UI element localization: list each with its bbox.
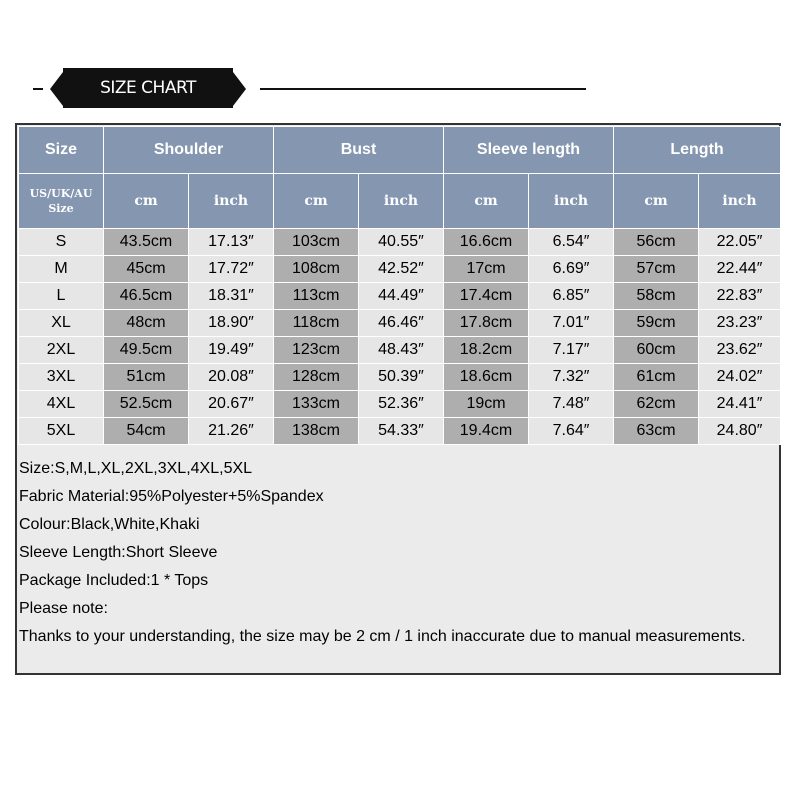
cm-cell: 57cm [614, 256, 699, 283]
unit-inch: inch [359, 174, 444, 229]
size-cell: 4XL [19, 391, 104, 418]
inch-cell: 19.49″ [189, 337, 274, 364]
cm-cell: 43.5cm [104, 229, 189, 256]
col-bust: Bust [274, 127, 444, 174]
banner-dash [33, 88, 43, 90]
note-line: Package Included:1 * Tops [19, 572, 209, 589]
cm-cell: 49.5cm [104, 337, 189, 364]
table-row [19, 364, 781, 391]
col-size: Size [19, 127, 104, 174]
inch-cell: 7.48″ [529, 391, 614, 418]
table-row [19, 391, 781, 418]
inch-cell: 48.43″ [359, 337, 444, 364]
inch-cell: 6.69″ [529, 256, 614, 283]
inch-cell: 20.67″ [189, 391, 274, 418]
inch-cell: 24.02″ [699, 364, 781, 391]
size-cell: XL [19, 310, 104, 337]
banner-rule [260, 88, 586, 90]
cm-cell: 48cm [104, 310, 189, 337]
inch-cell: 24.80″ [699, 418, 781, 445]
unit-cm: cm [274, 174, 359, 229]
size-cell: 3XL [19, 364, 104, 391]
size-chart-banner [0, 66, 800, 112]
col-shoulder: Shoulder [104, 127, 274, 174]
inch-cell: 44.49″ [359, 283, 444, 310]
table-row [19, 310, 781, 337]
inch-cell: 6.54″ [529, 229, 614, 256]
inch-cell: 7.01″ [529, 310, 614, 337]
inch-cell: 17.13″ [189, 229, 274, 256]
inch-cell: 18.90″ [189, 310, 274, 337]
size-table [18, 126, 781, 445]
cm-cell: 118cm [274, 310, 359, 337]
banner-arrow-left [50, 72, 63, 106]
unit-inch: inch [529, 174, 614, 229]
inch-cell: 17.72″ [189, 256, 274, 283]
inch-cell: 24.41″ [699, 391, 781, 418]
cm-cell: 58cm [614, 283, 699, 310]
unit-cm: cm [104, 174, 189, 229]
unit-inch: inch [189, 174, 274, 229]
size-cell: L [19, 283, 104, 310]
inch-cell: 22.44″ [699, 256, 781, 283]
cm-cell: 51cm [104, 364, 189, 391]
product-notes [19, 455, 779, 651]
inch-cell: 7.17″ [529, 337, 614, 364]
cm-cell: 46.5cm [104, 283, 189, 310]
cm-cell: 45cm [104, 256, 189, 283]
cm-cell: 16.6cm [444, 229, 529, 256]
cm-cell: 18.6cm [444, 364, 529, 391]
col-sleeve-length: Sleeve length [444, 127, 614, 174]
size-cell: S [19, 229, 104, 256]
cm-cell: 128cm [274, 364, 359, 391]
cm-cell: 63cm [614, 418, 699, 445]
table-row [19, 256, 781, 283]
cm-cell: 60cm [614, 337, 699, 364]
cm-cell: 56cm [614, 229, 699, 256]
size-chart-frame [15, 123, 781, 675]
inch-cell: 7.64″ [529, 418, 614, 445]
size-cell: 2XL [19, 337, 104, 364]
inch-cell: 40.55″ [359, 229, 444, 256]
unit-cm: cm [614, 174, 699, 229]
cm-cell: 113cm [274, 283, 359, 310]
cm-cell: 62cm [614, 391, 699, 418]
note-line: Sleeve Length:Short Sleeve [19, 544, 218, 561]
note-line: Fabric Material:95%Polyester+5%Spandex [19, 488, 324, 505]
inch-cell: 23.23″ [699, 310, 781, 337]
size-standard-label: US/UK/AU Size [19, 174, 104, 229]
table-row [19, 283, 781, 310]
cm-cell: 17.8cm [444, 310, 529, 337]
inch-cell: 23.62″ [699, 337, 781, 364]
cm-cell: 17.4cm [444, 283, 529, 310]
note-line: Please note: [19, 600, 108, 617]
table-body [19, 229, 781, 445]
cm-cell: 61cm [614, 364, 699, 391]
cm-cell: 138cm [274, 418, 359, 445]
inch-cell: 42.52″ [359, 256, 444, 283]
size-cell: M [19, 256, 104, 283]
cm-cell: 133cm [274, 391, 359, 418]
cm-cell: 103cm [274, 229, 359, 256]
cm-cell: 123cm [274, 337, 359, 364]
cm-cell: 59cm [614, 310, 699, 337]
unit-cm: cm [444, 174, 529, 229]
inch-cell: 20.08″ [189, 364, 274, 391]
inch-cell: 50.39″ [359, 364, 444, 391]
note-line: Size:S,M,L,XL,2XL,3XL,4XL,5XL [19, 460, 253, 477]
unit-inch: inch [699, 174, 781, 229]
table-unit-header [19, 174, 781, 229]
inch-cell: 46.46″ [359, 310, 444, 337]
table-group-header [19, 127, 781, 174]
size-cell: 5XL [19, 418, 104, 445]
col-length: Length [614, 127, 781, 174]
table-row [19, 229, 781, 256]
cm-cell: 18.2cm [444, 337, 529, 364]
inch-cell: 54.33″ [359, 418, 444, 445]
table-row [19, 337, 781, 364]
table-row [19, 418, 781, 445]
cm-cell: 108cm [274, 256, 359, 283]
inch-cell: 22.83″ [699, 283, 781, 310]
inch-cell: 22.05″ [699, 229, 781, 256]
inch-cell: 52.36″ [359, 391, 444, 418]
note-line: Colour:Black,White,Khaki [19, 516, 200, 533]
inch-cell: 18.31″ [189, 283, 274, 310]
inch-cell: 21.26″ [189, 418, 274, 445]
banner-arrow-right [233, 72, 246, 106]
cm-cell: 54cm [104, 418, 189, 445]
cm-cell: 19cm [444, 391, 529, 418]
inch-cell: 6.85″ [529, 283, 614, 310]
inch-cell: 7.32″ [529, 364, 614, 391]
note-line: Thanks to your understanding, the size may be 2 cm / 1 inch inaccurate due to manual measurements. [19, 628, 746, 645]
banner-title: SIZE CHART [63, 68, 233, 108]
cm-cell: 17cm [444, 256, 529, 283]
cm-cell: 52.5cm [104, 391, 189, 418]
cm-cell: 19.4cm [444, 418, 529, 445]
